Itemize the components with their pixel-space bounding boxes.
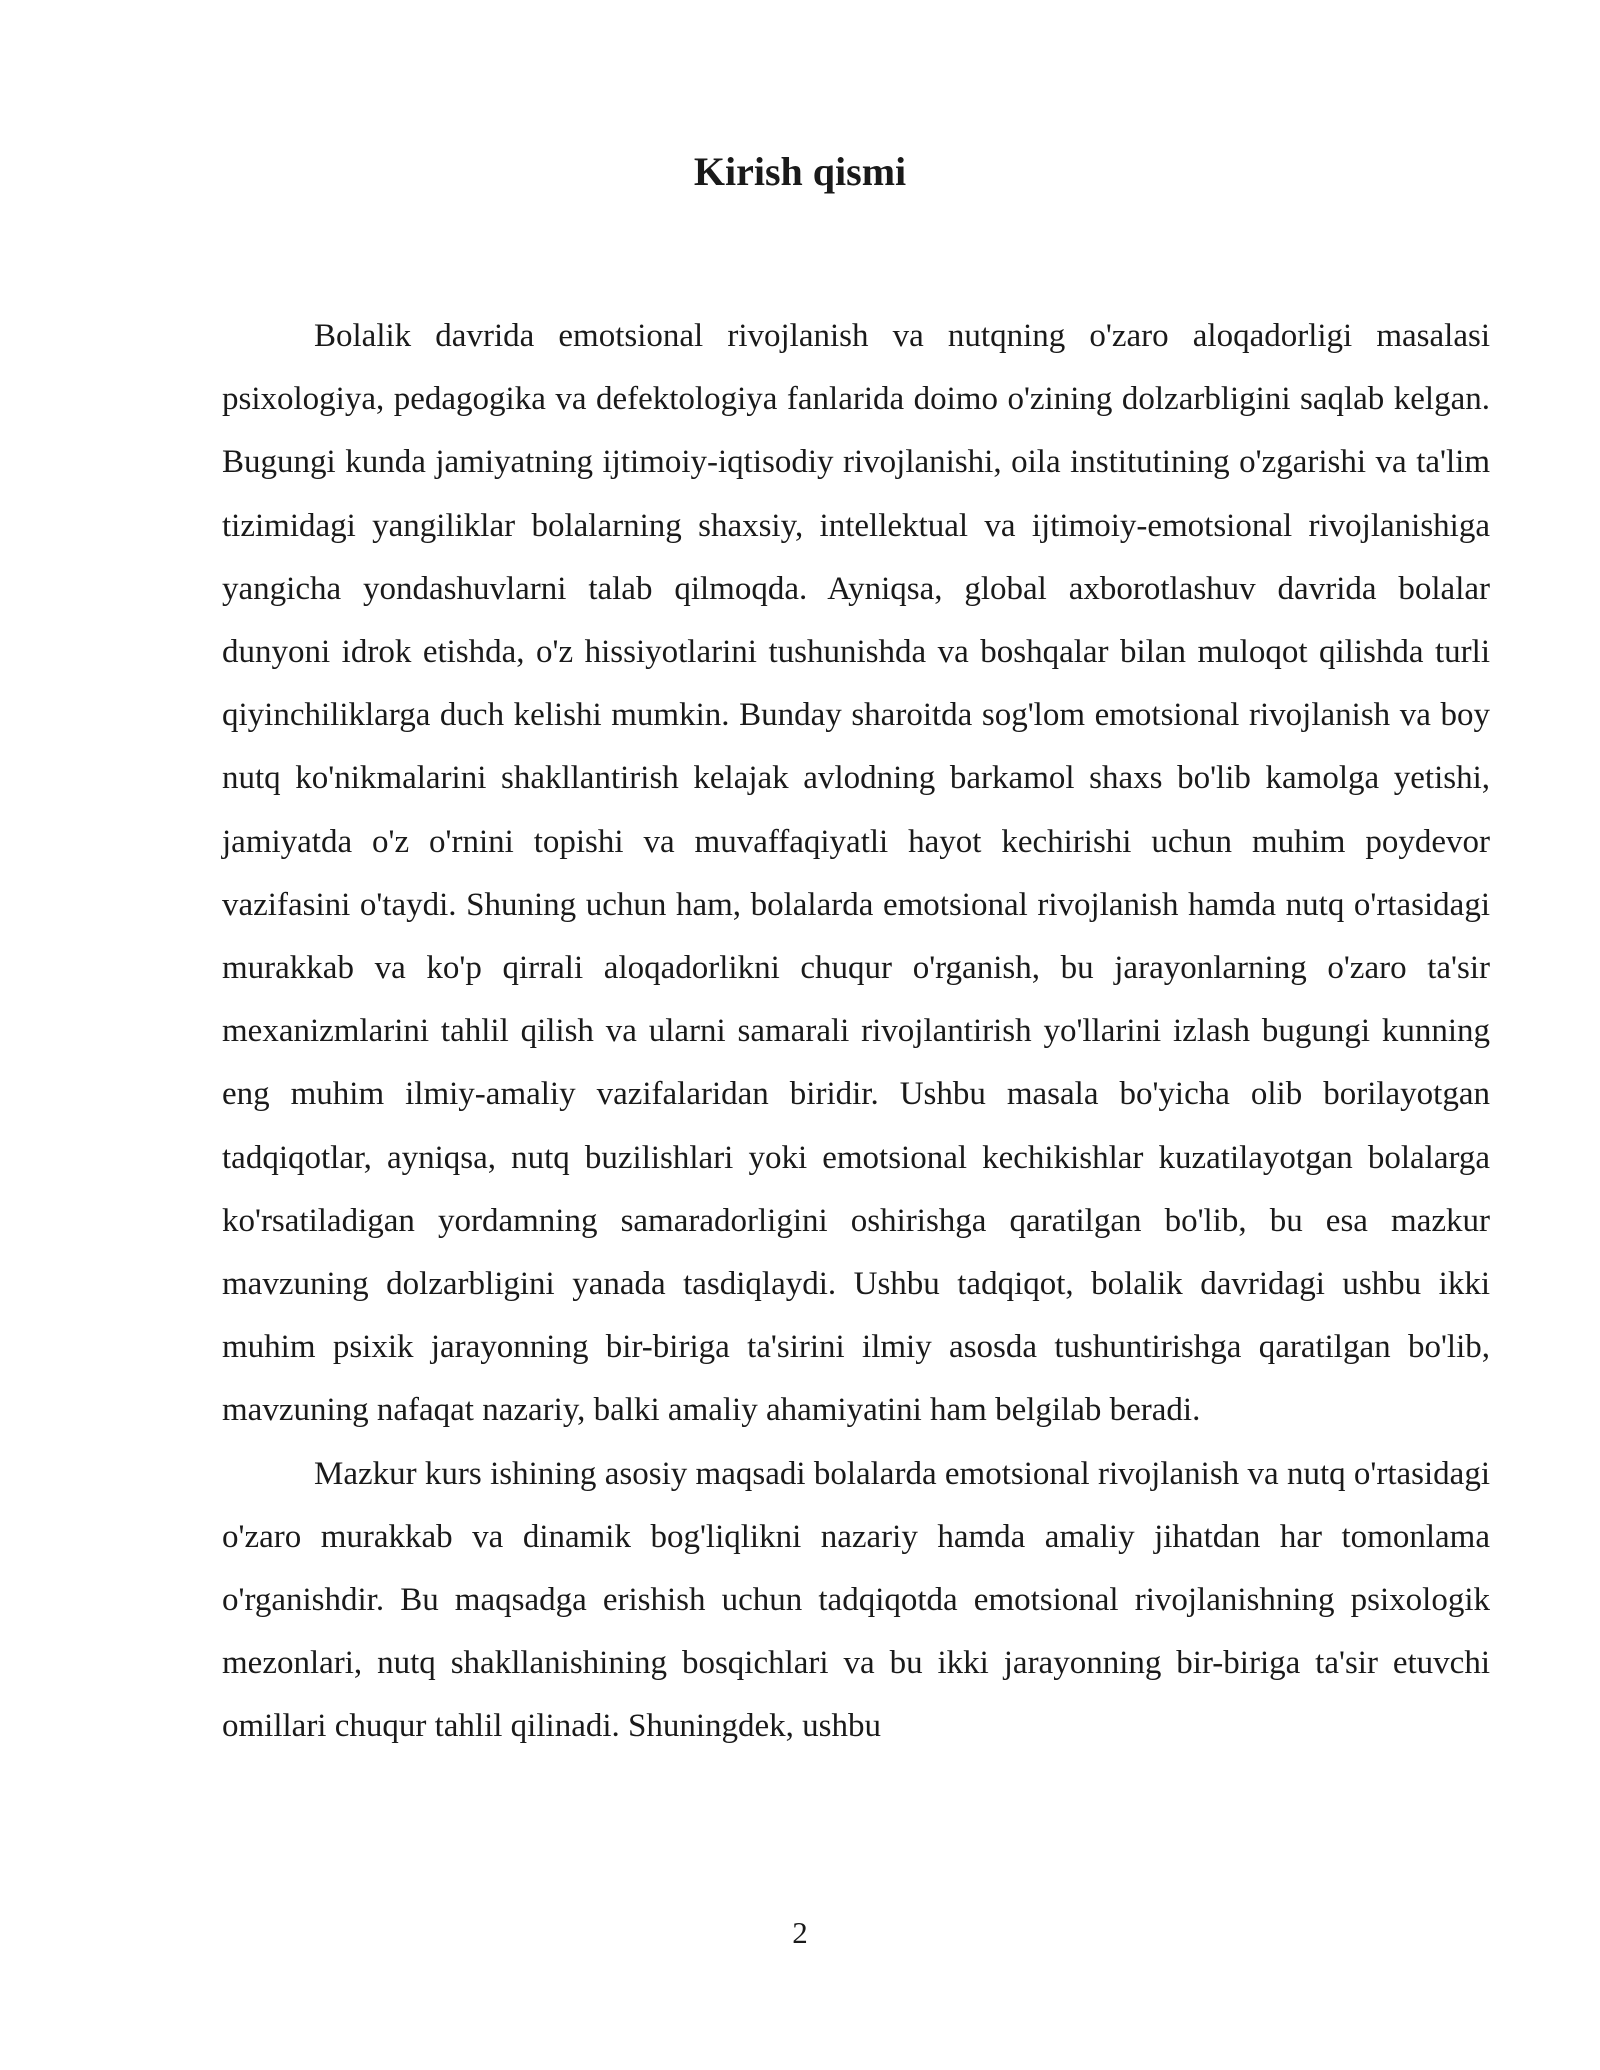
page-number: 2 (792, 1915, 808, 1950)
paragraph-2: Mazkur kurs ishining asosiy maqsadi bolalarda emotsional rivojlanish va nutq o'rtasidagi o'zaro murakkab va dinamik bog'liqlikni nazariy hamda amaliy jihatdan har tomonlama o'rganishdir. Bu maqsadga erishish uchun tadqiqotda emotsional rivojlanishning psixologik mezonlari, nutq shakllanishining bosqichlari va bu ikki jarayonning bir-biriga ta'sir etuvchi omillari chuqur tahlil qilinadi. Shuningdek, ushbu (222, 1455, 1490, 1745)
page-title: Kirish qismi (693, 149, 907, 194)
body-text (222, 305, 1490, 1759)
paragraph-1: Bolalik davrida emotsional rivojlanish va nutqning o'zaro aloqadorligi masalasi psixologiya, pedagogika va defektologiya fanlarida doimo o'zining dolzarbligini saqlab kelgan. Bugungi kunda jamiyatning ijtimoiy-iqtisodiy rivojlanishi, oila institutining o'zgarishi va ta'lim tizimidagi yangiliklar bolalarning shaxsiy, intellektual va ijtimoiy-emotsional rivojlanishiga yangicha yondashuvlarni talab qilmoqda. Ayniqsa, global axborotlashuv davrida bolalar dunyoni idrok etishda, o'z hissiyotlarini tushunishda va boshqalar bilan muloqot qilishda turli qiyinchiliklarga duch kelishi mumkin. Bunday sharoitda sog'lom emotsional rivojlanish va boy nutq ko'nikmalarini shakllantirish kelajak avlodning barkamol shaxs bo'lib kamolga yetishi, jamiyatda o'z o'rnini topishi va muvaffaqiyatli hayot kechirishi uchun muhim poydevor vazifasini o'taydi. Shuning uchun ham, bolalarda emotsional rivojlanish hamda nutq o'rtasidagi murakkab va ko'p qirrali aloqadorlikni chuqur o'rganish, bu jarayonlarning o'zaro ta'sir mexanizmlarini tahlil qilish va ularni samarali rivojlantirish yo'llarini izlash bugungi kunning eng muhim ilmiy-amaliy vazifalaridan biridir. Ushbu masala bo'yicha olib borilayotgan tadqiqotlar, ayniqsa, nutq buzilishlari yoki emotsional kechikishlar kuzatilayotgan bolalarga ko'rsatiladigan yordamning samaradorligini oshirishga qaratilgan bo'lib, bu esa mazkur mavzuning dolzarbligini yanada tasdiqlaydi. Ushbu tadqiqot, bolalik davridagi ushbu ikki muhim psixik jarayonning bir-biriga ta'sirini ilmiy asosda tushuntirishga qaratilgan bo'lib, mavzuning nafaqat nazariy, balki amaliy ahamiyatini ham belgilab beradi. (222, 318, 1490, 1429)
